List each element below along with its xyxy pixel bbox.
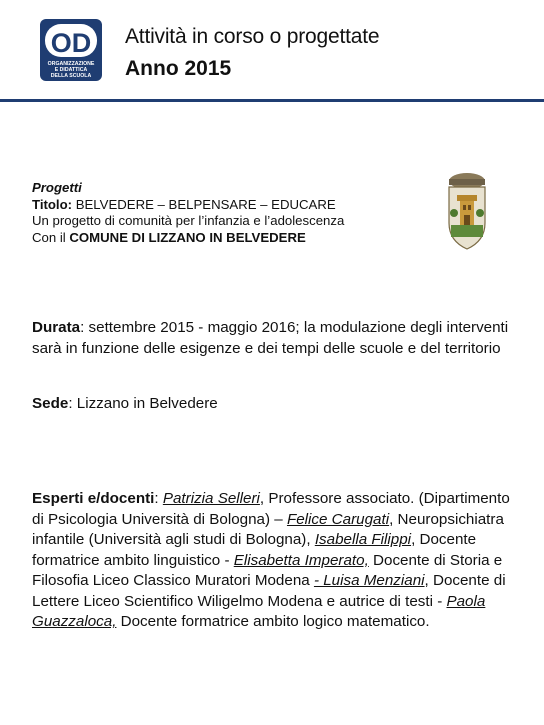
sede-paragraph xyxy=(32,394,218,415)
project-title-value: BELVEDERE – BELPENSARE – EDUCARE xyxy=(75,196,336,212)
logo-line2: E DIDATTICA xyxy=(54,67,88,73)
expert-role-guazzaloca: Docente formatrice ambito logico matematico. xyxy=(116,613,430,630)
durata-paragraph xyxy=(32,318,522,359)
expert-role-imperato: Docente di Storia e Filosofia Liceo Classico Muratori Modena xyxy=(32,551,503,589)
esperti-separator: : xyxy=(154,490,163,507)
header-subtitle: Anno 2015 xyxy=(125,57,232,80)
expert-role-selleri: , Professore associato. (Dipartimento di Psicologia Università di Bologna) – xyxy=(32,490,510,528)
expert-name-filippi: Isabella Filippi xyxy=(314,531,412,548)
project-title-label: Titolo: xyxy=(32,196,73,212)
project-title-line xyxy=(32,197,344,214)
expert-role-menziani: , Docente di Lettere Liceo Scientifico Wiligelmo Modena e autrice di testi - xyxy=(32,572,506,610)
od-logo xyxy=(40,19,102,81)
project-description: Un progetto di comunità per l’infanzia e l’adolescenza xyxy=(32,213,345,228)
expert-name-selleri: Patrizia Selleri xyxy=(162,490,260,507)
durata-label: Durata xyxy=(32,319,81,336)
expert-role-filippi: , Docente formatrice ambito linguistico - xyxy=(32,531,477,569)
sede-text: : Lizzano in Belvedere xyxy=(68,395,218,412)
expert-name-guazzaloca: Paola Guazzaloca, xyxy=(32,592,486,630)
sede-label: Sede xyxy=(32,395,69,412)
expert-role-carugati: , Neuropsichiatra infantile (Università agli studi di Bologna), xyxy=(32,510,504,548)
header-divider xyxy=(0,99,544,102)
municipal-crest-icon xyxy=(445,171,489,251)
project-section-label: Progetti xyxy=(32,180,82,195)
logo-line3: DELLA SCUOLA xyxy=(50,73,92,79)
project-partner-line xyxy=(32,230,344,247)
esperti-paragraph xyxy=(32,489,522,633)
logo-monogram: OD xyxy=(50,28,92,58)
expert-name-imperato: Elisabetta Imperato, xyxy=(233,551,369,569)
header-title: Attività in corso o progettate xyxy=(125,25,380,48)
project-block xyxy=(32,180,344,246)
project-partner-prefix: Con il xyxy=(32,229,66,245)
expert-name-menziani: - Luisa Menziani xyxy=(313,572,425,589)
expert-name-carugati: Felice Carugati xyxy=(286,510,390,528)
durata-text: : settembre 2015 - maggio 2016; la modulazione degli interventi sarà in funzione delle esigenze e dei tempi delle scuole e del territorio xyxy=(32,319,509,357)
project-partner-name: COMUNE DI LIZZANO IN BELVEDERE xyxy=(69,229,306,245)
logo-line1: ORGANIZZAZIONE xyxy=(47,61,95,67)
esperti-label: Esperti e/docenti xyxy=(32,490,155,507)
